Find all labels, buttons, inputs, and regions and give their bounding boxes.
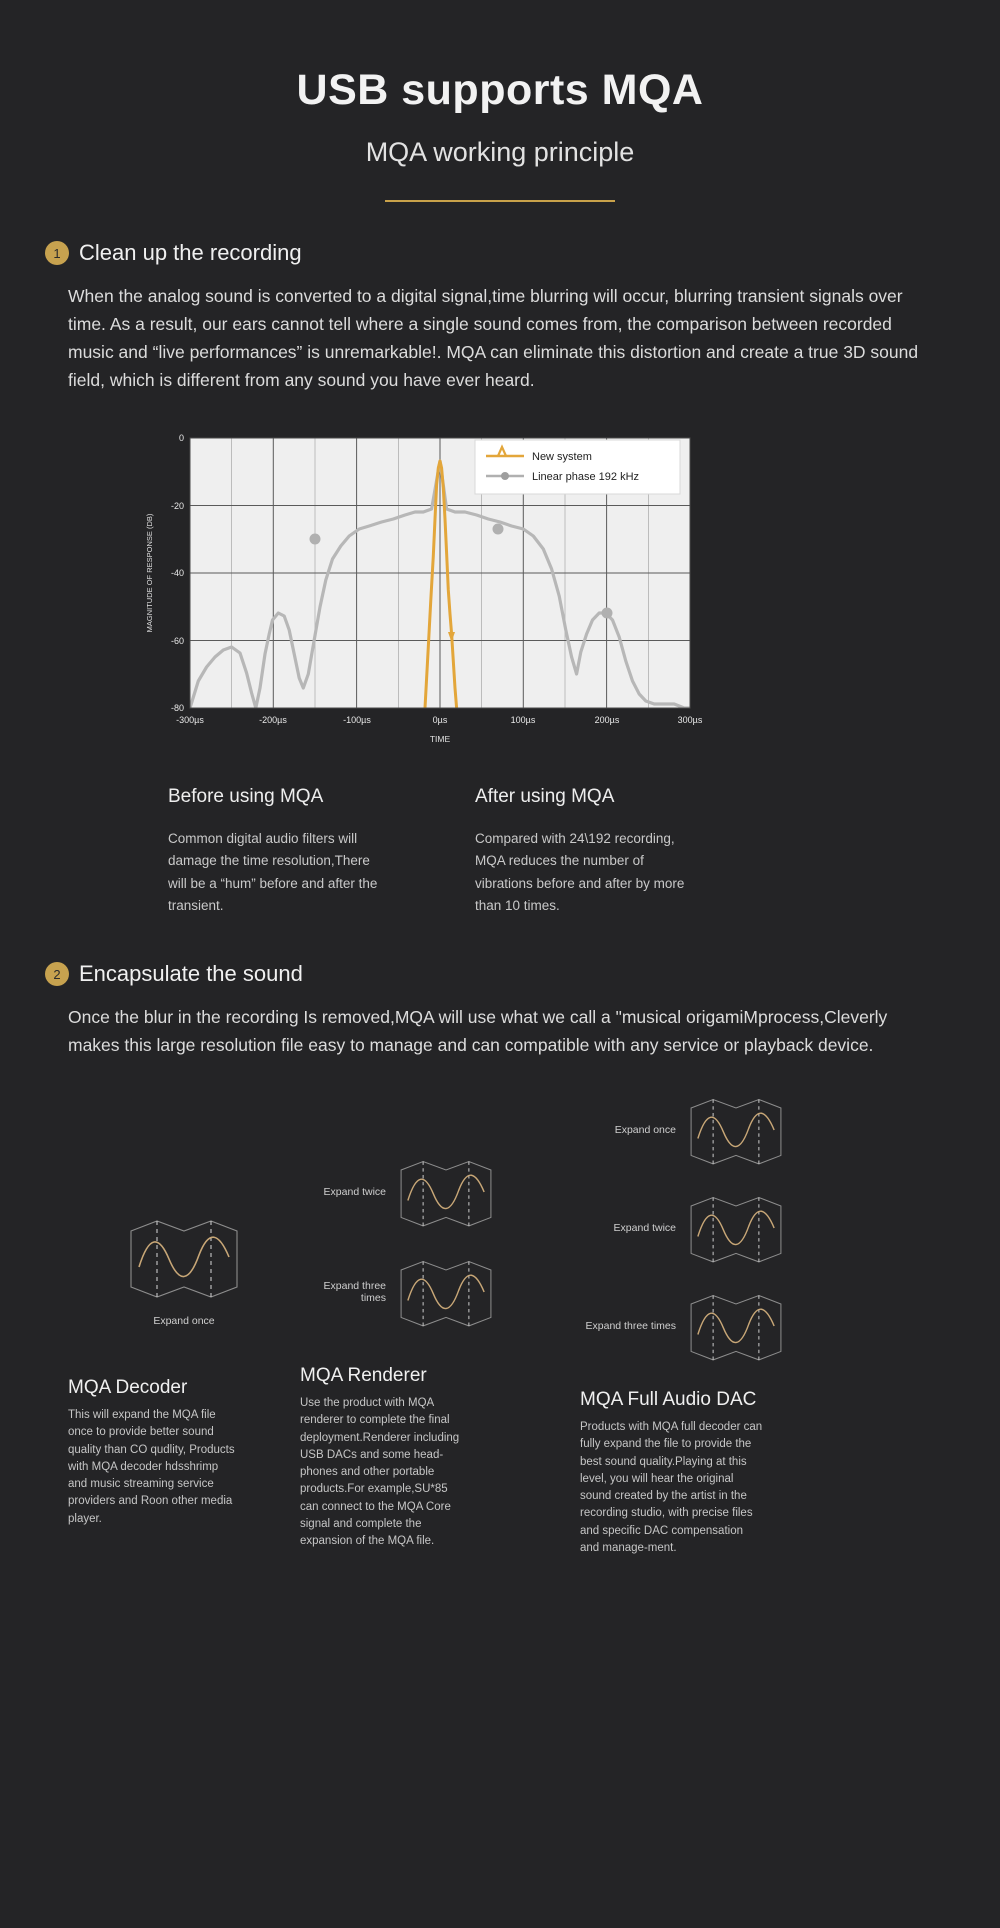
origami-column-decoder bbox=[0, 1087, 300, 1557]
before-after-row bbox=[0, 770, 1000, 917]
section-1-heading bbox=[0, 240, 1000, 266]
svg-text:-80: -80 bbox=[170, 703, 184, 713]
svg-text:-200µs: -200µs bbox=[259, 715, 287, 725]
section-1-number-badge: 1 bbox=[45, 241, 69, 265]
after-using-mqa-text: Compared with 24\192 recording, MQA reduces the number of vibrations before and after by more than 10 times. bbox=[475, 831, 685, 913]
impulse-response-chart bbox=[0, 420, 1000, 770]
card-text-mqa-full-audio-dac: Products with MQA full decoder can fully expand the file to provide the best sound quality.Playing at this level, you will hear the original sound created by the artist in the recording studio, with precise files and specific DAC compensation and manage-ment. bbox=[580, 1421, 763, 1554]
svg-text:-60: -60 bbox=[170, 636, 184, 646]
origami-fold-icon-decoder bbox=[125, 1207, 243, 1307]
origami-fold-group-dac-once bbox=[580, 1087, 920, 1173]
origami-fold-group-dac-thrice bbox=[580, 1283, 920, 1369]
section-clean-up-recording bbox=[0, 240, 1000, 917]
chart-legend bbox=[475, 440, 680, 494]
section-2-title: Encapsulate the sound bbox=[79, 961, 303, 987]
origami-label-renderer-twice: Expand twice bbox=[323, 1186, 386, 1199]
chart-legend-box bbox=[475, 440, 680, 494]
page-subtitle: MQA working principle bbox=[365, 137, 635, 167]
origami-label-decoder-once: Expand once bbox=[153, 1315, 215, 1328]
svg-text:-20: -20 bbox=[170, 501, 184, 511]
svg-text:-300µs: -300µs bbox=[176, 715, 204, 725]
chart-legend-label-linear-phase: Linear phase 192 kHz bbox=[532, 471, 640, 483]
origami-fold-icon-renderer-twice bbox=[396, 1149, 496, 1235]
card-title-mqa-renderer: MQA Renderer bbox=[300, 1365, 427, 1387]
origami-fold-icon-renderer-thrice bbox=[396, 1249, 496, 1335]
card-title-mqa-full-audio-dac: MQA Full Audio DAC bbox=[580, 1389, 757, 1411]
origami-fold-icon-dac-thrice bbox=[686, 1283, 786, 1369]
origami-fold-group-dac-twice bbox=[580, 1185, 920, 1271]
origami-fold-icon-dac-once bbox=[686, 1087, 786, 1173]
origami-label-renderer-three-times: Expand three times bbox=[323, 1280, 386, 1305]
title-divider bbox=[385, 200, 615, 202]
svg-text:300µs: 300µs bbox=[677, 715, 703, 725]
section-1-title: Clean up the recording bbox=[79, 240, 302, 265]
before-using-mqa-column bbox=[168, 786, 383, 917]
chart-svg bbox=[130, 420, 730, 770]
page-title: USB supports MQA bbox=[296, 66, 704, 114]
section-2-body: Once the blur in the recording Is removed,MQA will use what we call a "musical origamiMprocess,Cleverly makes this large resolution file easy to manage and can compatible with any service or playback device. bbox=[68, 1007, 888, 1056]
origami-fold-icon-dac-twice bbox=[686, 1185, 786, 1271]
origami-column-full-dac bbox=[580, 1087, 920, 1557]
chart-y-axis-label: MAGNITUDE OF RESPONSE (DB) bbox=[145, 513, 154, 633]
svg-text:200µs: 200µs bbox=[594, 715, 620, 725]
card-text-mqa-decoder: This will expand the MQA file once to provide better sound quality than CO qudlity, Products with MQA decoder hdsshrimp and music streaming service providers and Roon other media player. bbox=[68, 1409, 235, 1525]
origami-label-dac-once: Expand once bbox=[614, 1124, 676, 1137]
card-text-mqa-renderer: Use the product with MQA renderer to complete the final deployment.Renderer including USB DACs and some head-phones and other portable products.For example,SU*85 can connect to the MQA Core signal and complete the expansion of the MQA file. bbox=[300, 1397, 460, 1548]
bottom-spacer bbox=[0, 1557, 1000, 1597]
chart-x-tick-labels bbox=[176, 715, 703, 725]
before-using-mqa-title: Before using MQA bbox=[168, 786, 324, 807]
origami-label-dac-three-times: Expand three times bbox=[585, 1320, 676, 1333]
page-header bbox=[0, 0, 1000, 202]
chart-y-tick-labels bbox=[171, 433, 184, 713]
after-using-mqa-column bbox=[475, 786, 690, 917]
origami-illustrations-row bbox=[0, 1069, 1000, 1557]
section-2-number-badge: 2 bbox=[45, 962, 69, 986]
origami-fold-group-renderer-twice bbox=[300, 1149, 580, 1235]
section-encapsulate-the-sound bbox=[0, 961, 1000, 1557]
section-2-heading bbox=[0, 961, 1000, 987]
card-title-mqa-decoder: MQA Decoder bbox=[68, 1377, 188, 1399]
before-using-mqa-text: Common digital audio filters will damage the time resolution,There will be a “hum” before and after the transient. bbox=[168, 831, 378, 913]
section-1-body: When the analog sound is converted to a digital signal,time blurring will occur, blurring transient signals over time. As a result, our ears cannot tell where a single sound comes from, the comparison between recorded music and “live performances” is unremarkable!. MQA can eliminate this distortion and create a true 3D sound field, which is different from any sound you have ever heard. bbox=[68, 286, 919, 390]
origami-label-dac-twice: Expand twice bbox=[613, 1222, 676, 1235]
svg-text:0: 0 bbox=[178, 433, 184, 443]
svg-text:-100µs: -100µs bbox=[343, 715, 371, 725]
origami-fold-group-renderer-thrice bbox=[300, 1249, 580, 1335]
svg-text:100µs: 100µs bbox=[510, 715, 536, 725]
after-using-mqa-title: After using MQA bbox=[475, 786, 615, 807]
svg-text:0µs: 0µs bbox=[432, 715, 448, 725]
svg-text:-40: -40 bbox=[170, 568, 184, 578]
origami-column-renderer bbox=[300, 1087, 580, 1557]
chart-legend-label-new-system: New system bbox=[532, 451, 592, 463]
chart-x-axis-label: TIME bbox=[429, 734, 451, 744]
